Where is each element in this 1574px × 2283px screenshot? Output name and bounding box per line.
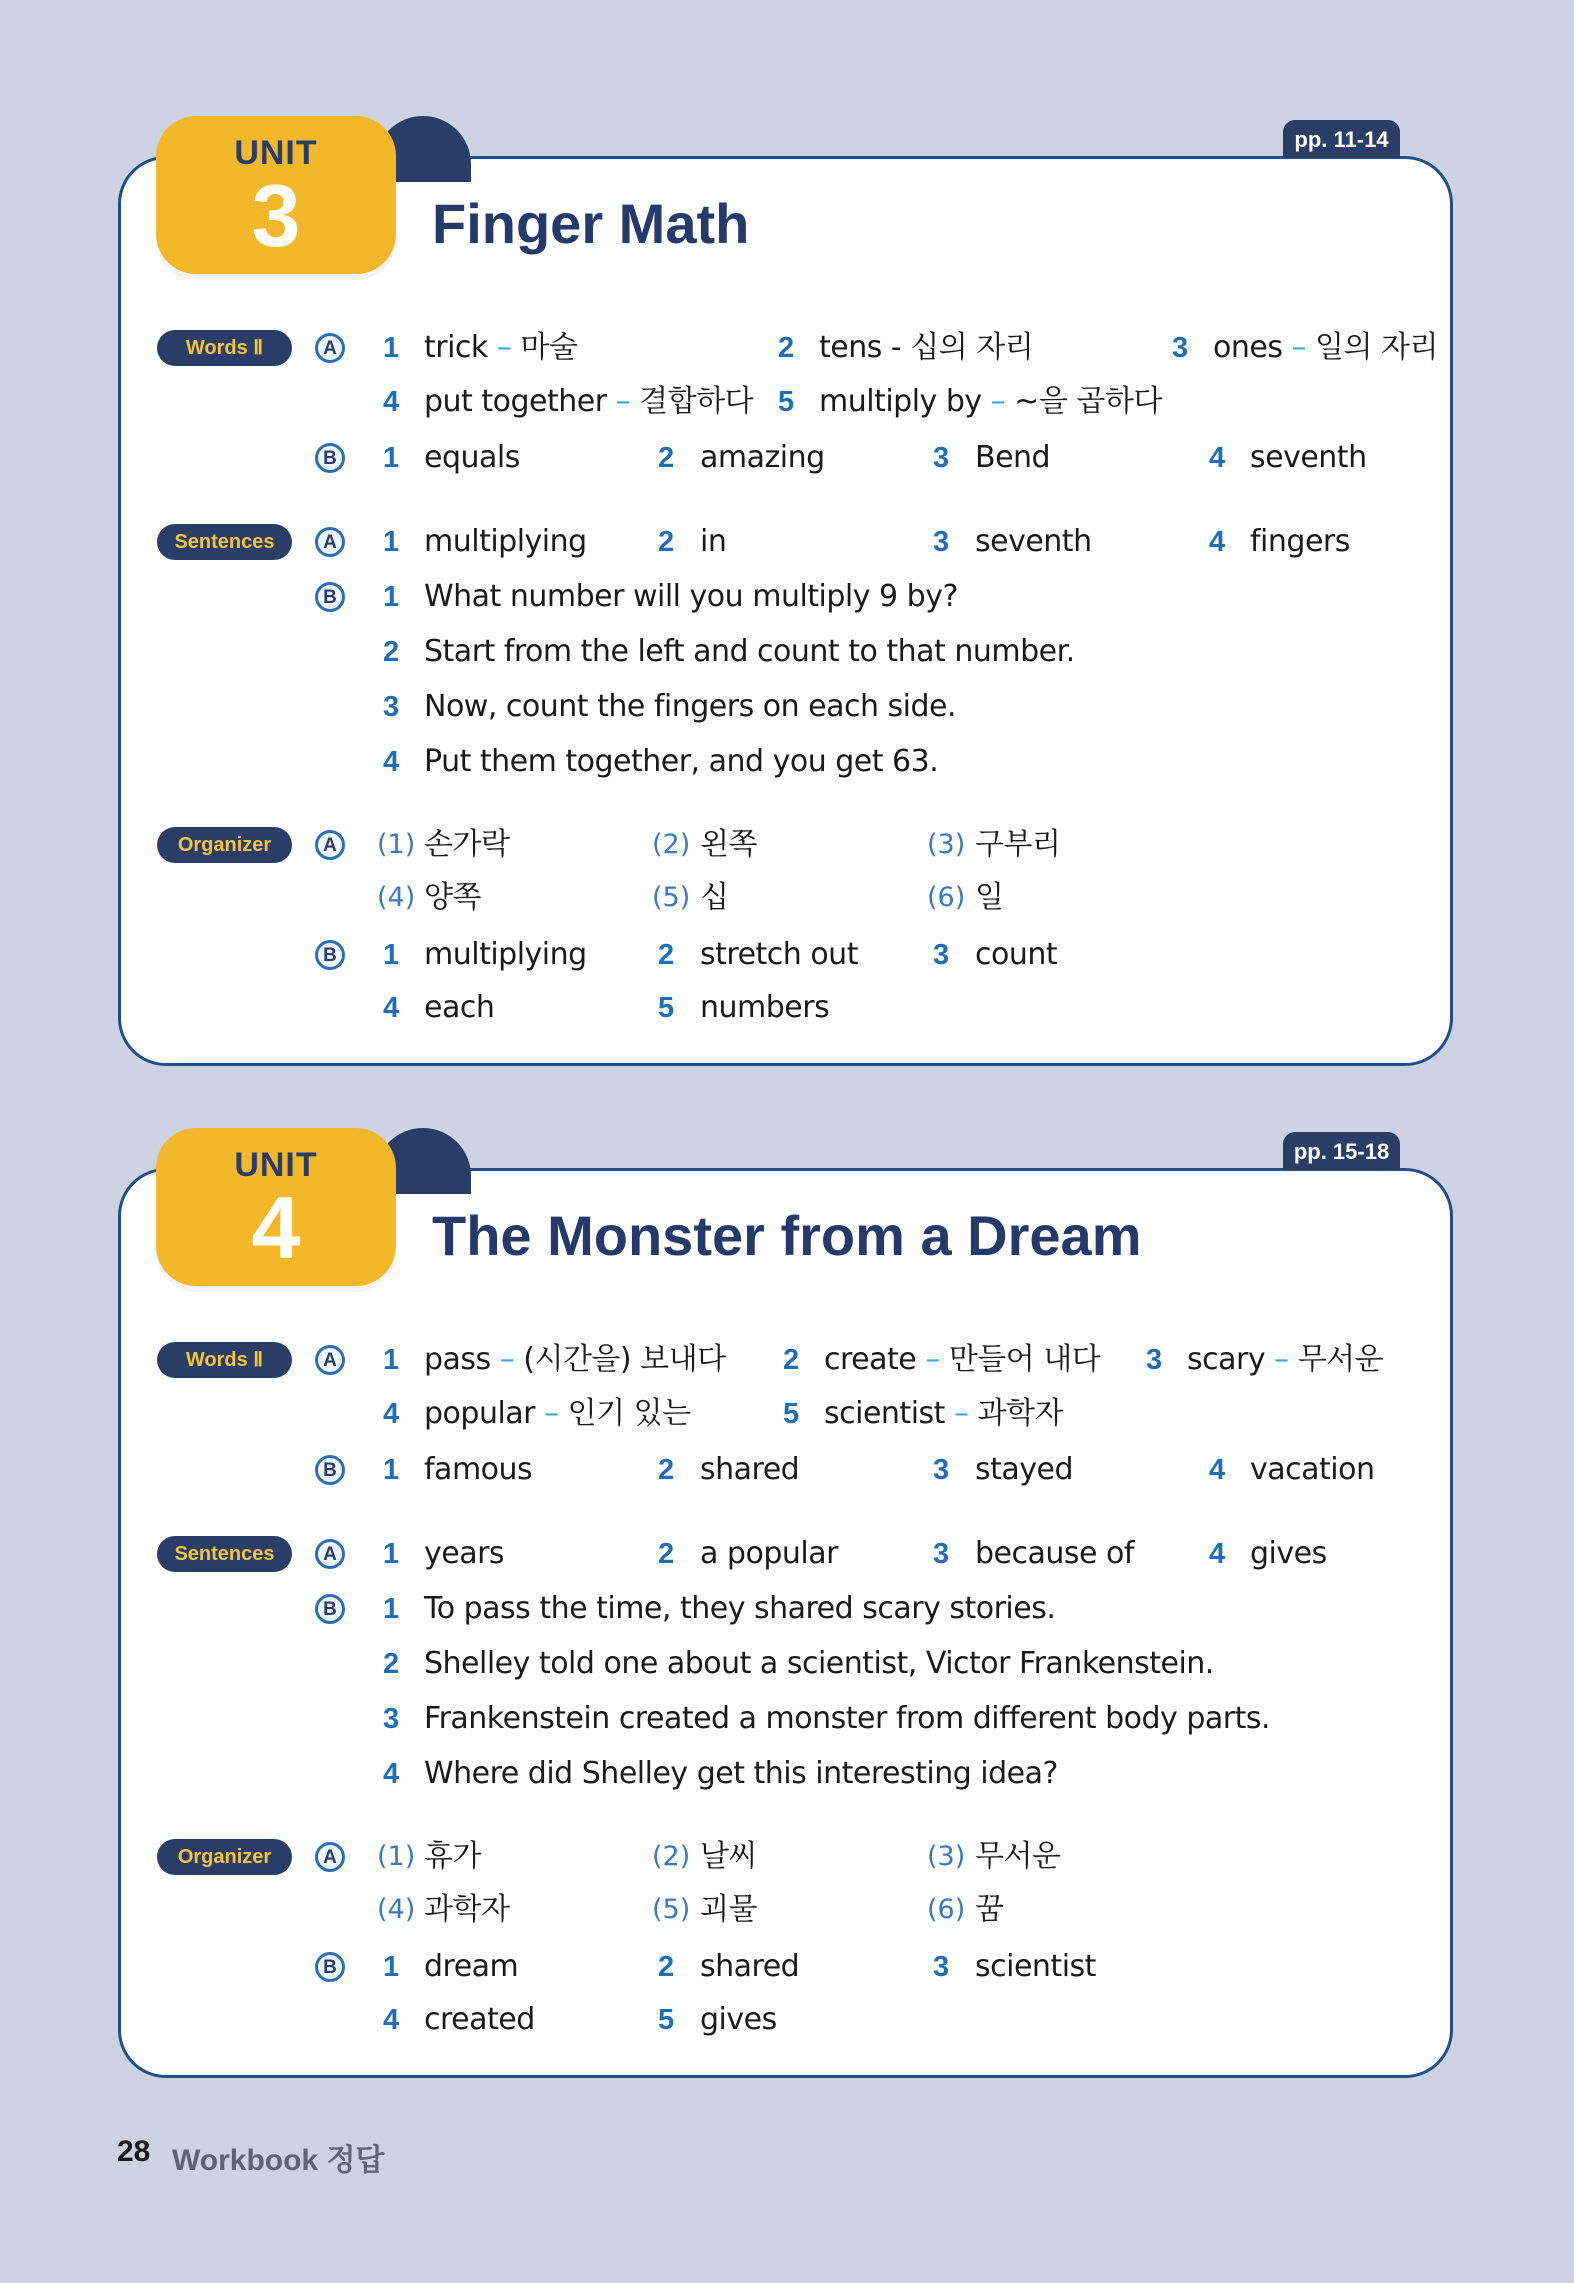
item-number: (5) — [652, 882, 691, 913]
organizer-badge: Organizer — [157, 827, 292, 863]
item-number: 2 — [658, 1951, 675, 1983]
item-number: 5 — [658, 992, 675, 1024]
answer-item: years — [424, 1536, 505, 1571]
word-item: trick – 마술 — [424, 330, 578, 365]
answer-item: 과학자 — [424, 1892, 510, 1927]
sentence-item: Frankenstein created a monster from different body parts. — [424, 1701, 1271, 1736]
words-badge: Words Ⅱ — [157, 1342, 292, 1378]
answer-item: stayed — [975, 1452, 1074, 1487]
answer-item: seventh — [975, 524, 1092, 559]
word-item: scary – 무서운 — [1187, 1342, 1384, 1377]
item-number: (6) — [927, 1894, 966, 1925]
item-number: 4 — [1209, 442, 1226, 474]
answer-item: a popular — [700, 1536, 838, 1571]
answer-item: shared — [700, 1949, 800, 1984]
item-number: (5) — [652, 1894, 691, 1925]
item-number: 1 — [383, 332, 400, 364]
organizer-badge: Organizer — [157, 1839, 292, 1875]
item-number: (2) — [652, 1841, 691, 1872]
item-number: 4 — [1209, 1454, 1226, 1486]
unit-title: The Monster from a Dream — [432, 1204, 1142, 1267]
answer-item: 꿈 — [975, 1892, 1004, 1927]
answer-item: 일 — [975, 880, 1004, 915]
marker-b: B — [315, 1455, 345, 1485]
answer-item: in — [700, 524, 727, 559]
item-number: 3 — [383, 1703, 400, 1735]
answer-item: gives — [700, 2002, 777, 2037]
answer-item: 손가락 — [424, 827, 510, 862]
item-number: 1 — [383, 1454, 400, 1486]
answer-item: 휴가 — [424, 1839, 481, 1874]
sentence-item: Now, count the fingers on each side. — [424, 689, 957, 724]
marker-b: B — [315, 443, 345, 473]
answer-item: count — [975, 937, 1058, 972]
item-number: (2) — [652, 829, 691, 860]
sentences-badge: Sentences — [157, 1536, 292, 1572]
item-number: 2 — [658, 526, 675, 558]
item-number: 3 — [933, 526, 950, 558]
item-number: (1) — [377, 1841, 416, 1872]
item-number: (1) — [377, 829, 416, 860]
sentences-badge: Sentences — [157, 524, 292, 560]
answer-item: stretch out — [700, 937, 858, 972]
answer-item: 괴물 — [700, 1892, 757, 1927]
answer-item: created — [424, 2002, 535, 2037]
page-number: 28 — [117, 2135, 151, 2168]
item-number: 2 — [658, 1538, 675, 1570]
answer-item: famous — [424, 1452, 533, 1487]
marker-b: B — [315, 1952, 345, 1982]
answer-item: scientist — [975, 1949, 1096, 1984]
answer-item: 무서운 — [975, 1839, 1061, 1874]
word-item: put together – 결합하다 — [424, 384, 754, 419]
item-number: 3 — [1172, 332, 1189, 364]
item-number: 1 — [383, 581, 400, 613]
marker-a: A — [315, 1345, 345, 1375]
item-number: 2 — [783, 1344, 800, 1376]
word-item: tens - 십의 자리 — [819, 330, 1034, 365]
word-item: pass – (시간을) 보내다 — [424, 1342, 726, 1377]
marker-a: A — [315, 527, 345, 557]
item-number: 2 — [658, 1454, 675, 1486]
item-number: (4) — [377, 1894, 416, 1925]
answer-item: equals — [424, 440, 520, 475]
item-number: 3 — [1146, 1344, 1163, 1376]
item-number: 2 — [383, 1648, 400, 1680]
marker-a: A — [315, 333, 345, 363]
item-number: 3 — [933, 939, 950, 971]
item-number: 3 — [383, 691, 400, 723]
marker-b: B — [315, 940, 345, 970]
item-number: 2 — [778, 332, 795, 364]
item-number: 4 — [1209, 526, 1226, 558]
answer-item: multiplying — [424, 524, 587, 559]
item-number: 1 — [383, 1593, 400, 1625]
footer-label: Workbook 정답 — [172, 2144, 385, 2177]
unit-tab — [156, 116, 396, 274]
word-item: ones – 일의 자리 — [1213, 330, 1439, 365]
sentence-item: Where did Shelley get this interesting idea? — [424, 1756, 1058, 1791]
item-number: 5 — [658, 2004, 675, 2036]
item-number: (3) — [927, 829, 966, 860]
item-number: 4 — [383, 2004, 400, 2036]
answer-item: fingers — [1250, 524, 1350, 559]
item-number: 4 — [383, 992, 400, 1024]
answer-item: dream — [424, 1949, 519, 1984]
item-number: 3 — [933, 442, 950, 474]
item-number: 1 — [383, 939, 400, 971]
marker-a: A — [315, 1842, 345, 1872]
item-number: 5 — [778, 386, 795, 418]
unit-label: UNIT — [234, 134, 318, 172]
item-number: 2 — [658, 939, 675, 971]
words-badge: Words Ⅱ — [157, 330, 292, 366]
sentence-item: Put them together, and you get 63. — [424, 744, 939, 779]
marker-b: B — [315, 582, 345, 612]
answer-item: 구부리 — [975, 827, 1061, 862]
marker-a: A — [315, 830, 345, 860]
page-range-badge: pp. 11-14 — [1283, 120, 1400, 158]
unit-label: UNIT — [234, 1146, 318, 1184]
item-number: (4) — [377, 882, 416, 913]
item-number: (6) — [927, 882, 966, 913]
unit-title: Finger Math — [432, 192, 750, 255]
word-item: multiply by – ~을 곱하다 — [819, 384, 1162, 419]
item-number: 2 — [658, 442, 675, 474]
unit-tab — [156, 1128, 396, 1286]
unit-number: 3 — [251, 166, 301, 265]
item-number: 3 — [933, 1951, 950, 1983]
answer-item: numbers — [700, 990, 830, 1025]
unit-number: 4 — [251, 1178, 301, 1277]
answer-item: 양쪽 — [424, 880, 481, 915]
item-number: 4 — [383, 386, 400, 418]
sentence-item: Shelley told one about a scientist, Victor Frankenstein. — [424, 1646, 1214, 1681]
item-number: 4 — [1209, 1538, 1226, 1570]
word-item: scientist – 과학자 — [824, 1396, 1063, 1431]
item-number: 1 — [383, 1538, 400, 1570]
answer-item: 십 — [700, 880, 729, 915]
item-number: 3 — [933, 1538, 950, 1570]
word-item: popular – 인기 있는 — [424, 1396, 691, 1431]
word-item: create – 만들어 내다 — [824, 1342, 1101, 1377]
answer-item: Bend — [975, 440, 1051, 475]
item-number: (3) — [927, 1841, 966, 1872]
item-number: 4 — [383, 1758, 400, 1790]
answer-item: vacation — [1250, 1452, 1375, 1487]
answer-item: seventh — [1250, 440, 1367, 475]
answer-item: 왼쪽 — [700, 827, 757, 862]
answer-item: shared — [700, 1452, 800, 1487]
item-number: 4 — [383, 746, 400, 778]
answer-item: amazing — [700, 440, 825, 475]
item-number: 1 — [383, 1344, 400, 1376]
item-number: 1 — [383, 526, 400, 558]
item-number: 1 — [383, 442, 400, 474]
item-number: 1 — [383, 1951, 400, 1983]
item-number: 2 — [383, 636, 400, 668]
answer-item: because of — [975, 1536, 1134, 1571]
sentence-item: To pass the time, they shared scary stories. — [424, 1591, 1056, 1626]
item-number: 4 — [383, 1398, 400, 1430]
sentence-item: What number will you multiply 9 by? — [424, 579, 958, 614]
marker-a: A — [315, 1539, 345, 1569]
answer-item: each — [424, 990, 495, 1025]
answer-item: gives — [1250, 1536, 1327, 1571]
item-number: 5 — [783, 1398, 800, 1430]
page-range-badge: pp. 15-18 — [1283, 1132, 1400, 1170]
marker-b: B — [315, 1594, 345, 1624]
sentence-item: Start from the left and count to that number. — [424, 634, 1075, 669]
answer-item: 날씨 — [700, 1839, 757, 1874]
item-number: 3 — [933, 1454, 950, 1486]
answer-item: multiplying — [424, 937, 587, 972]
